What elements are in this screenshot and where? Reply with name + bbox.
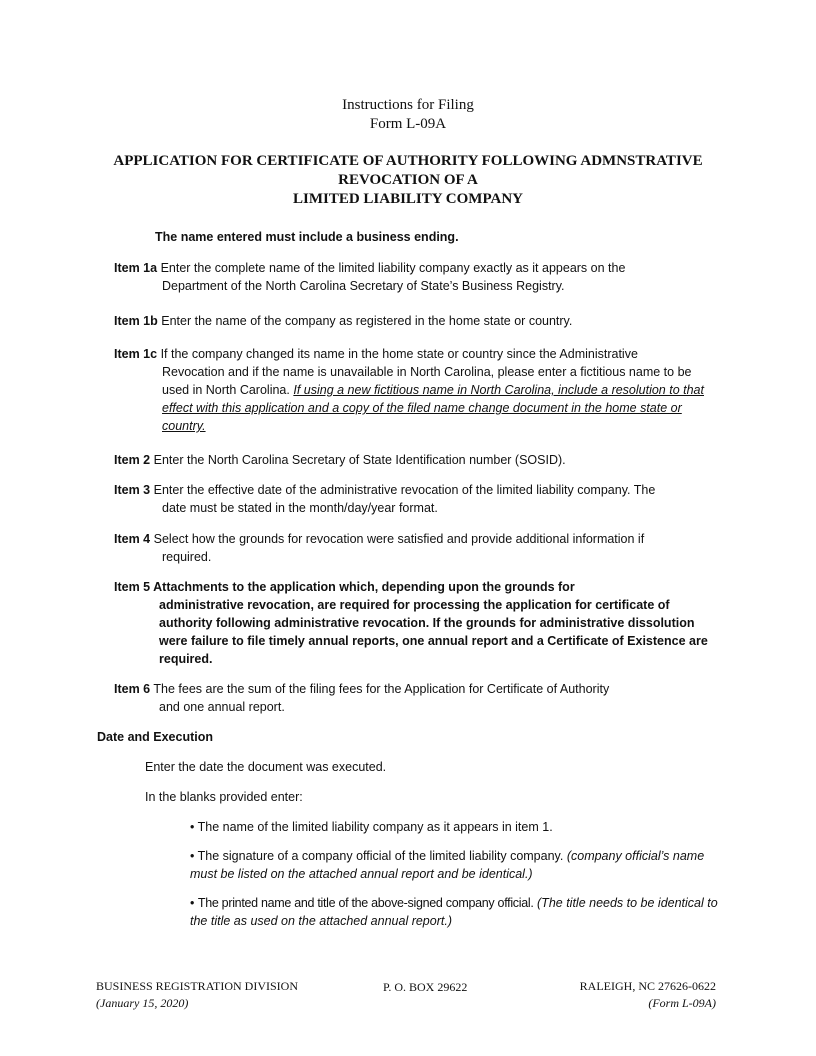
item-2: [114, 451, 719, 469]
item-1a: [114, 259, 719, 295]
item-text-continued: date must be stated in the month/day/year format.: [162, 501, 438, 515]
heading-line-2: REVOCATION OF A: [338, 172, 478, 188]
bullet-item: [190, 894, 720, 930]
item-label: Item 5: [114, 580, 151, 594]
heading-line-3: LIMITED LIABILITY COMPANY: [292, 191, 524, 207]
date-instruction: Enter the date the document was executed.: [145, 760, 387, 774]
bullet-italic-note: (company official’s name must be listed on the attached annual report and be identical.): [190, 849, 705, 881]
title-line-1: Instructions for Filing: [342, 97, 474, 113]
item-text: Enter the North Carolina Secretary of State Identification number (SOSID).: [153, 453, 566, 467]
footer-form: (Form L-09A): [648, 996, 716, 1010]
heading-line-1: APPLICATION FOR CERTIFICATE OF AUTHORITY FOLLOWING ADMNSTRATIVE: [113, 153, 703, 169]
item-text-continued: [114, 363, 719, 435]
item-text: Enter the effective date of the administrative revocation of the limited liability company. The: [153, 483, 656, 497]
blanks-intro: In the blanks provided enter:: [145, 790, 303, 804]
item-text-continued: Department of the North Carolina Secretary of State’s Business Registry.: [162, 279, 565, 293]
bullet-glyph: •: [190, 896, 195, 910]
footer-city: RALEIGH, NC 27626-0622: [579, 979, 716, 993]
item-label: Item 1c: [114, 347, 158, 361]
item-text-continued: administrative revocation, are required for processing the application for certificate of authority following administrative revocation. If the grounds for administrative dissolution were failure to file timely annual reports, one annual report and a Certificate of Existence are required.: [159, 598, 708, 666]
item-label: Item 3: [114, 483, 151, 497]
item-text: Attachments to the application which, depending upon the grounds for: [153, 580, 575, 594]
footer-date: (January 15, 2020): [96, 996, 189, 1010]
bullet-glyph: •: [190, 849, 195, 863]
bullet-glyph: •: [190, 820, 195, 834]
footer-pobox: P. O. BOX 29622: [383, 980, 468, 994]
item-1b: [114, 312, 719, 330]
bullet-italic-note: (The title needs to be identical to the title as used on the attached annual report.): [190, 896, 718, 928]
item-text: Enter the name of the company as registered in the home state or country.: [161, 314, 573, 328]
item-label: Item 6: [114, 682, 151, 696]
bullet-item: [190, 818, 720, 836]
item-label: Item 1b: [114, 314, 158, 328]
footer-division: BUSINESS REGISTRATION DIVISION: [96, 979, 299, 993]
item-text: If the company changed its name in the home state or country since the Administrative: [160, 347, 638, 361]
item-text-continued: and one annual report.: [159, 700, 285, 714]
item-1c: [114, 345, 719, 435]
item-text-plain: Revocation and if the name is unavailable in North Carolina, please enter a fictitious name to be used in North Carolina.: [162, 365, 692, 397]
item-label: Item 1a: [114, 261, 158, 275]
item-label: Item 2: [114, 453, 151, 467]
item-text-underlined: If using a new fictitious name in North Carolina, include a resolution to that effect with this application and a copy of the filed name change document in the home state or country.: [162, 383, 704, 433]
item-5: [114, 578, 719, 668]
item-text: Enter the complete name of the limited liability company exactly as it appears on the: [160, 261, 626, 275]
bullet-text: The name of the limited liability company as it appears in item 1.: [197, 820, 553, 834]
section-heading-date-execution: Date and Execution: [97, 730, 213, 744]
item-label: Item 4: [114, 532, 151, 546]
bullet-item: [190, 847, 720, 883]
business-ending-note: The name entered must include a business ending.: [155, 230, 459, 244]
title-line-2: Form L-09A: [369, 116, 447, 132]
bullet-text: The signature of a company official of the limited liability company.: [197, 849, 564, 863]
item-4: [114, 530, 719, 566]
item-text: The fees are the sum of the filing fees for the Application for Certificate of Authority: [153, 682, 610, 696]
item-6: [114, 680, 719, 716]
item-3: [114, 481, 719, 517]
item-text-continued: required.: [162, 550, 212, 564]
bullet-text: The printed name and title of the above-signed company official.: [197, 896, 534, 910]
item-text: Select how the grounds for revocation were satisfied and provide additional information if: [153, 532, 645, 546]
